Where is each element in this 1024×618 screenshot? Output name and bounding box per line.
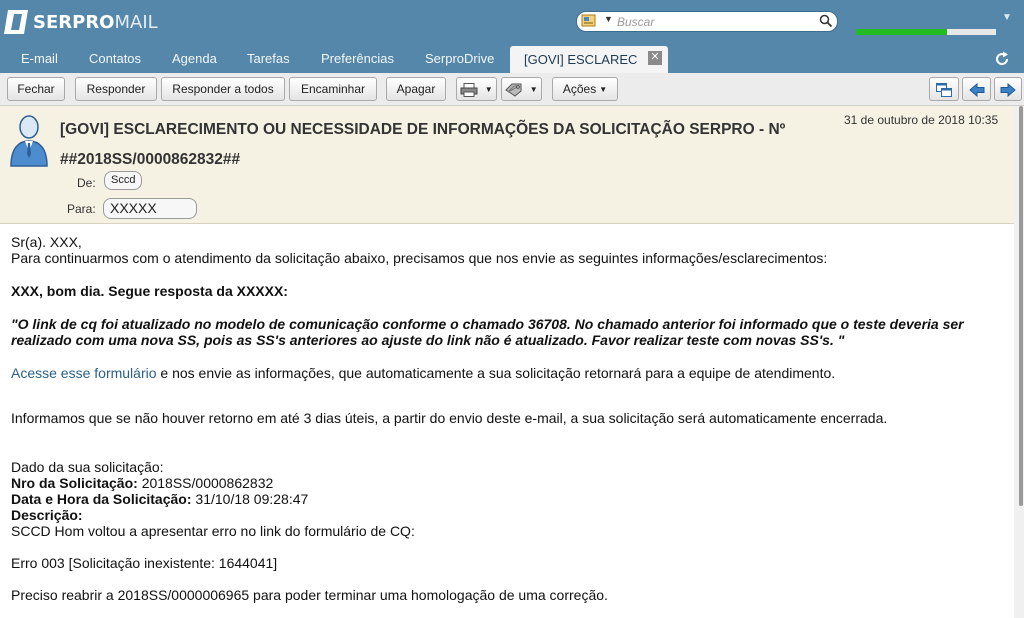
arrow-left-icon bbox=[969, 82, 985, 96]
search-type-icon[interactable] bbox=[581, 14, 597, 29]
tab-current-message[interactable] bbox=[510, 46, 668, 73]
close-button[interactable]: Fechar bbox=[7, 77, 65, 101]
greeting: Sr(a). XXX, bbox=[11, 234, 82, 250]
nro-value: 2018SS/0000862832 bbox=[137, 475, 274, 491]
search-input[interactable] bbox=[617, 13, 817, 30]
tag-menu-button[interactable] bbox=[501, 77, 542, 101]
chevron-down-icon: ▼ bbox=[484, 84, 493, 94]
nro-label: Nro da Solicitação: bbox=[11, 475, 138, 491]
to-label: Para: bbox=[67, 202, 96, 216]
tab-calendar[interactable]: Agenda bbox=[172, 51, 217, 66]
message-date: 31 de outubro de 2018 10:35 bbox=[844, 113, 999, 127]
from-sender-pill[interactable]: Sccd bbox=[104, 171, 142, 190]
print-icon bbox=[460, 82, 481, 96]
next-message-button[interactable] bbox=[994, 77, 1022, 101]
answer-quote: "O link de cq foi atualizado no modelo de comunicação conforme o chamado 36708. No chamado anterior foi informado que o teste deveria ser realizado com uma nova SS, pois as SS's anteriores ao ajuste do link não é atualizado. Favor realizar teste com novas SS's. " bbox=[11, 316, 964, 348]
reply-all-button[interactable]: Responder a todos bbox=[161, 77, 285, 101]
actions-label: Ações bbox=[562, 82, 597, 96]
datetime-value: 31/10/18 09:28:47 bbox=[191, 491, 309, 507]
form-paragraph bbox=[11, 365, 1006, 381]
chevron-down-icon[interactable]: ▼ bbox=[1002, 12, 1012, 23]
brand-light: MAIL bbox=[114, 11, 158, 33]
logo[interactable] bbox=[2, 7, 158, 37]
description-line-1: SCCD Hom voltou a apresentar erro no link do formulário de CQ: bbox=[11, 523, 415, 539]
scrollbar[interactable] bbox=[1014, 106, 1024, 618]
avatar bbox=[9, 112, 49, 168]
message-body bbox=[11, 234, 1006, 603]
open-new-window-button[interactable] bbox=[929, 77, 959, 101]
chevron-down-icon: ▼ bbox=[599, 84, 608, 94]
warning-text: Informamos que se não houver retorno em até 3 dias úteis, a partir do envio deste e-mail, a sua solicitação será automaticamente encerrada. bbox=[11, 410, 888, 426]
refresh-icon[interactable] bbox=[994, 51, 1010, 67]
tab-serprodrive[interactable]: SerproDrive bbox=[425, 51, 495, 66]
message-subject: [GOVI] ESCLARECIMENTO OU NECESSIDADE DE INFORMAÇÕES DA SOLICITAÇÃO SERPRO - Nº ##2018SS/0000862832## bbox=[60, 121, 786, 168]
app-title bbox=[33, 12, 158, 33]
search-box bbox=[576, 11, 838, 32]
serpro-logo-icon bbox=[2, 8, 30, 36]
to-recipient-pill[interactable]: XXXXX bbox=[103, 198, 197, 219]
nro-line bbox=[11, 475, 1006, 491]
message-toolbar bbox=[0, 73, 1024, 106]
close-icon[interactable]: ✕ bbox=[648, 51, 662, 65]
tab-bar bbox=[0, 44, 1024, 73]
previous-message-button[interactable] bbox=[962, 77, 991, 101]
new-window-icon bbox=[936, 82, 952, 96]
from-label: De: bbox=[77, 176, 96, 190]
details-heading: Dado da sua solicitação: bbox=[11, 459, 164, 475]
forward-button[interactable]: Encaminhar bbox=[289, 77, 377, 101]
tab-email[interactable]: E-mail bbox=[21, 51, 58, 66]
delete-button[interactable]: Apagar bbox=[386, 77, 446, 101]
quota-bar bbox=[856, 29, 996, 35]
reply-button[interactable]: Responder bbox=[75, 77, 157, 101]
actions-menu-button[interactable] bbox=[552, 77, 618, 101]
print-menu-button[interactable] bbox=[456, 77, 497, 101]
search-icon[interactable] bbox=[819, 14, 833, 28]
answer-heading: XXX, bom dia. Segue resposta da XXXXX: bbox=[11, 283, 288, 299]
message-header bbox=[0, 106, 1014, 224]
tab-current-label: [GOVI] ESCLAREC bbox=[524, 52, 638, 67]
chevron-down-icon: ▼ bbox=[529, 84, 538, 94]
description-line-3: Preciso reabrir a 2018SS/0000006965 para poder terminar uma homologação de uma correção. bbox=[11, 587, 608, 603]
tab-tasks[interactable]: Tarefas bbox=[247, 51, 290, 66]
brand-bold: SERPRO bbox=[33, 11, 115, 33]
quota-fill bbox=[856, 29, 947, 35]
form-text: e nos envie as informações, que automaticamente a sua solicitação retornará para a equipe de atendimento. bbox=[156, 365, 836, 381]
datetime-line bbox=[11, 491, 1006, 507]
arrow-right-icon bbox=[1000, 82, 1016, 96]
chevron-down-icon[interactable]: ▼ bbox=[604, 14, 613, 24]
intro-text: Para continuarmos com o atendimento da solicitação abaixo, precisamos que nos envie as seguintes informações/esclarecimentos: bbox=[11, 250, 828, 266]
scrollbar-thumb[interactable] bbox=[1019, 106, 1023, 506]
top-bar bbox=[0, 0, 1024, 44]
description-line-2: Erro 003 [Solicitação inexistente: 1644041] bbox=[11, 555, 278, 571]
form-link[interactable]: Acesse esse formulário bbox=[11, 365, 157, 381]
description-label: Descrição: bbox=[11, 507, 83, 523]
datetime-label: Data e Hora da Solicitação: bbox=[11, 491, 192, 507]
tab-preferences[interactable]: Preferências bbox=[321, 51, 394, 66]
tab-contacts[interactable]: Contatos bbox=[89, 51, 142, 66]
tag-icon bbox=[505, 82, 526, 96]
